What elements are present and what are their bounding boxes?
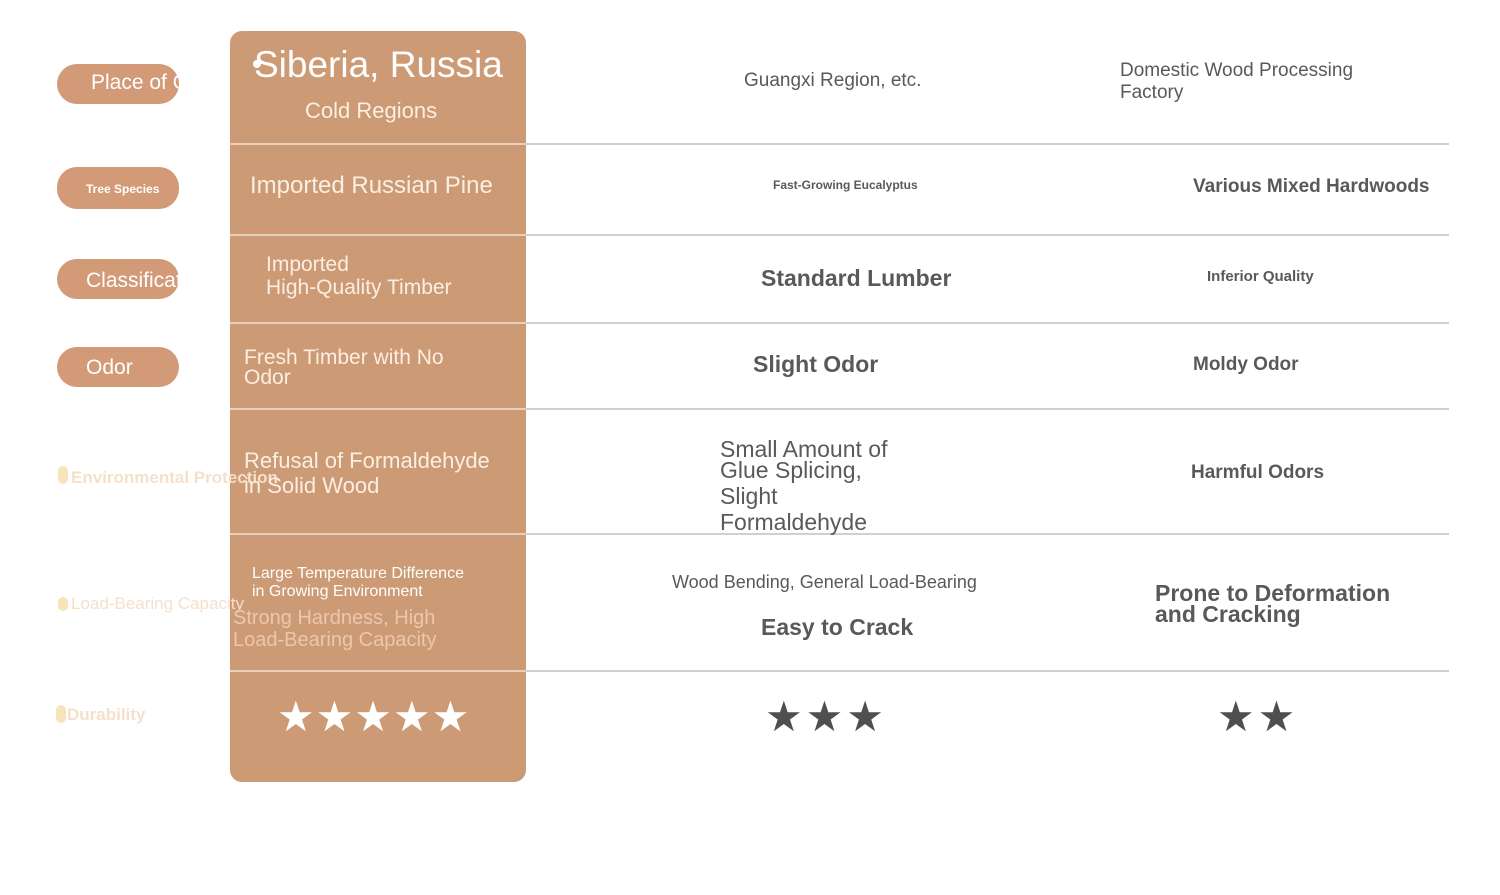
row-divider	[526, 408, 1449, 410]
standard-odor: Slight Odor	[753, 351, 879, 377]
inferior-classification: Inferior Quality	[1207, 268, 1314, 285]
standard-classification: Standard Lumber	[761, 265, 952, 291]
inferior-species: Various Mixed Hardwoods	[1193, 176, 1430, 197]
featured-column-divider	[230, 322, 526, 324]
featured-classification-line-1: Imported	[266, 253, 349, 276]
inferior-load-line-2: and Cracking	[1155, 601, 1301, 627]
standard-load-line-2: Easy to Crack	[761, 614, 914, 640]
row-divider	[526, 234, 1449, 236]
row-label-environmental-protection: Environmental Protection	[71, 468, 278, 487]
row-label-classification: Classification	[86, 269, 210, 292]
featured-classification-line-2: High-Quality Timber	[266, 276, 452, 299]
featured-column-divider	[230, 408, 526, 410]
standard-environment-line-1: Small Amount of	[720, 436, 888, 462]
featured-column-divider	[230, 533, 526, 535]
standard-species: Fast-Growing Eucalyptus	[773, 178, 918, 192]
standard-environment-line-4: Formaldehyde	[720, 509, 868, 535]
featured-odor-line-1: Fresh Timber with No	[244, 346, 444, 369]
row-divider	[526, 322, 1449, 324]
bullet-marker	[58, 597, 68, 611]
row-label-tree-species: Tree Species	[86, 182, 160, 196]
inferior-origin-line-1: Domestic Wood Processing	[1120, 60, 1354, 81]
bullet-marker	[58, 466, 68, 484]
featured-origin-subtitle: Cold Regions	[305, 98, 438, 123]
standard-environment-line-3: Slight	[720, 483, 778, 509]
bullet-marker	[56, 705, 66, 723]
featured-species: Imported Russian Pine	[250, 172, 493, 199]
row-label-odor: Odor	[86, 356, 133, 379]
featured-load-line-2: Load-Bearing Capacity	[233, 629, 437, 651]
row-divider	[526, 670, 1449, 672]
row-label-load-bearing-capacity: Load-Bearing Capacity	[71, 594, 244, 613]
featured-load-note-line-1: Large Temperature Difference	[252, 565, 464, 582]
featured-column-divider	[230, 670, 526, 672]
standard-durability-stars: ★★★	[765, 693, 887, 740]
inferior-origin-line-2: Factory	[1120, 82, 1184, 103]
row-label-durability: Durability	[67, 705, 146, 724]
featured-environment-line-2: in Solid Wood	[244, 473, 380, 498]
featured-odor-line-2: Odor	[244, 366, 291, 389]
inferior-durability-stars: ★★	[1217, 693, 1299, 740]
row-divider	[526, 533, 1449, 535]
featured-load-note-line-2: in Growing Environment	[252, 583, 423, 600]
featured-column-divider	[230, 143, 526, 145]
standard-load-line-1: Wood Bending, General Load-Bearing	[672, 572, 977, 592]
featured-durability-stars: ★★★★★	[277, 693, 471, 740]
inferior-environment: Harmful Odors	[1191, 462, 1325, 483]
row-divider	[526, 143, 1449, 145]
featured-origin-title: Siberia, Russia	[254, 44, 503, 85]
featured-environment-line-1: Refusal of Formaldehyde	[244, 448, 490, 473]
standard-environment-line-2: Glue Splicing,	[720, 457, 862, 483]
featured-column-divider	[230, 234, 526, 236]
featured-load-line-1: Strong Hardness, High	[233, 607, 436, 629]
row-label-place-of-origin: Place of Origin	[91, 71, 229, 94]
standard-origin: Guangxi Region, etc.	[744, 70, 922, 91]
inferior-odor: Moldy Odor	[1193, 354, 1299, 375]
inferior-load-line-1: Prone to Deformation	[1155, 580, 1391, 606]
